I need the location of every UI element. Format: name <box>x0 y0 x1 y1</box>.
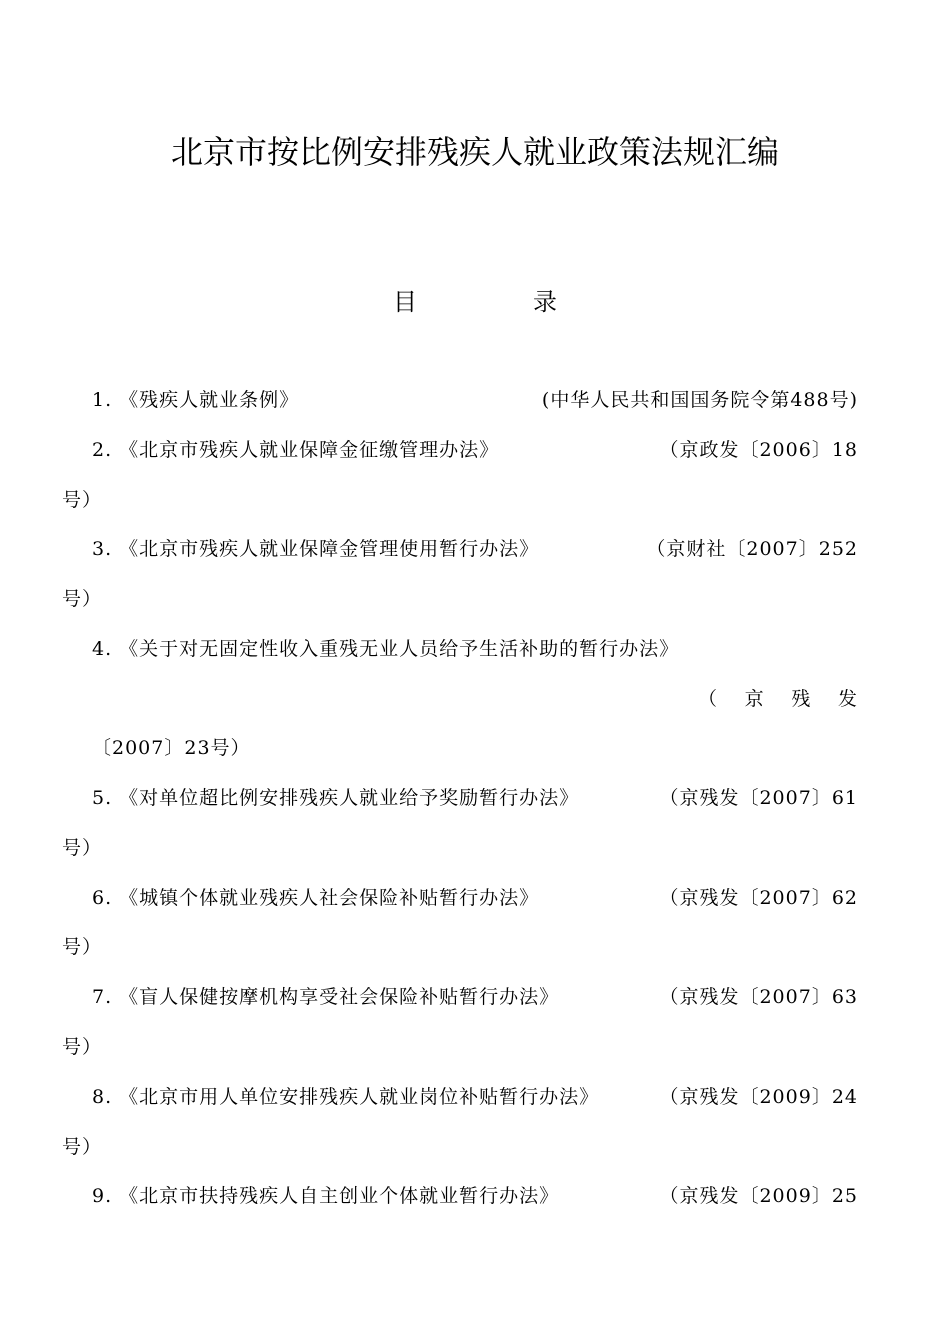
toc-entry-ref: （京残发〔2007〕63 <box>659 986 858 1008</box>
toc-entry-ref-cont: 号） <box>62 588 103 610</box>
toc-heading <box>0 284 950 320</box>
toc-entry-ref: （京政发〔2006〕18 <box>659 439 858 461</box>
toc-entry-ref: （京残发〔2007〕61 <box>659 787 858 809</box>
toc-entry-title: 9. 《北京市扶持残疾人自主创业个体就业暂行办法》 <box>92 1185 560 1207</box>
toc-heading-char-2: 录 <box>533 288 557 316</box>
toc-entry-title: 5. 《对单位超比例安排残疾人就业给予奖励暂行办法》 <box>92 787 580 809</box>
toc-entry-title: 8. 《北京市用人单位安排残疾人就业岗位补贴暂行办法》 <box>92 1086 600 1108</box>
ref-part: 残 <box>791 688 812 710</box>
toc-entry-title: 6. 《城镇个体就业残疾人社会保险补贴暂行办法》 <box>92 887 540 909</box>
ref-part: 发 <box>837 688 858 710</box>
ref-part: 京 <box>744 688 765 710</box>
document-title: 北京市按比例安排残疾人就业政策法规汇编 <box>170 133 779 171</box>
toc-entry-ref: （京残发〔2009〕25 <box>659 1185 858 1207</box>
toc-entry-ref: （京残发〔2007〕62 <box>659 887 858 909</box>
toc-entry-ref-cont: 号） <box>62 837 103 859</box>
toc-entry-ref: （京残发〔2009〕24 <box>659 1086 858 1108</box>
toc-entry-ref: (中华人民共和国国务院令第488号) <box>541 389 858 411</box>
toc-entry-title: 4. 《关于对无固定性收入重残无业人员给予生活补助的暂行办法》 <box>92 638 680 660</box>
toc-entry-ref <box>698 685 858 713</box>
toc-entry-ref-cont: 号） <box>62 489 103 511</box>
toc-entry-title: 2. 《北京市残疾人就业保障金征缴管理办法》 <box>92 439 500 461</box>
toc-heading-char-1: 目 <box>393 288 417 316</box>
ref-part: （ <box>698 688 719 710</box>
toc-entry-ref: （京财社〔2007〕252 <box>646 538 858 560</box>
toc-entry-title: 1. 《残疾人就业条例》 <box>92 389 300 411</box>
toc-entry-title: 7. 《盲人保健按摩机构享受社会保险补贴暂行办法》 <box>92 986 560 1008</box>
toc-entry-ref-cont: 号） <box>62 1036 103 1058</box>
toc-entry-ref-cont: 号） <box>62 1136 103 1158</box>
toc-entry-ref-cont: 号） <box>62 936 103 958</box>
toc-entry-title: 3. 《北京市残疾人就业保障金管理使用暂行办法》 <box>92 538 540 560</box>
toc-entry-ref-cont: 〔2007〕23号） <box>92 737 251 759</box>
